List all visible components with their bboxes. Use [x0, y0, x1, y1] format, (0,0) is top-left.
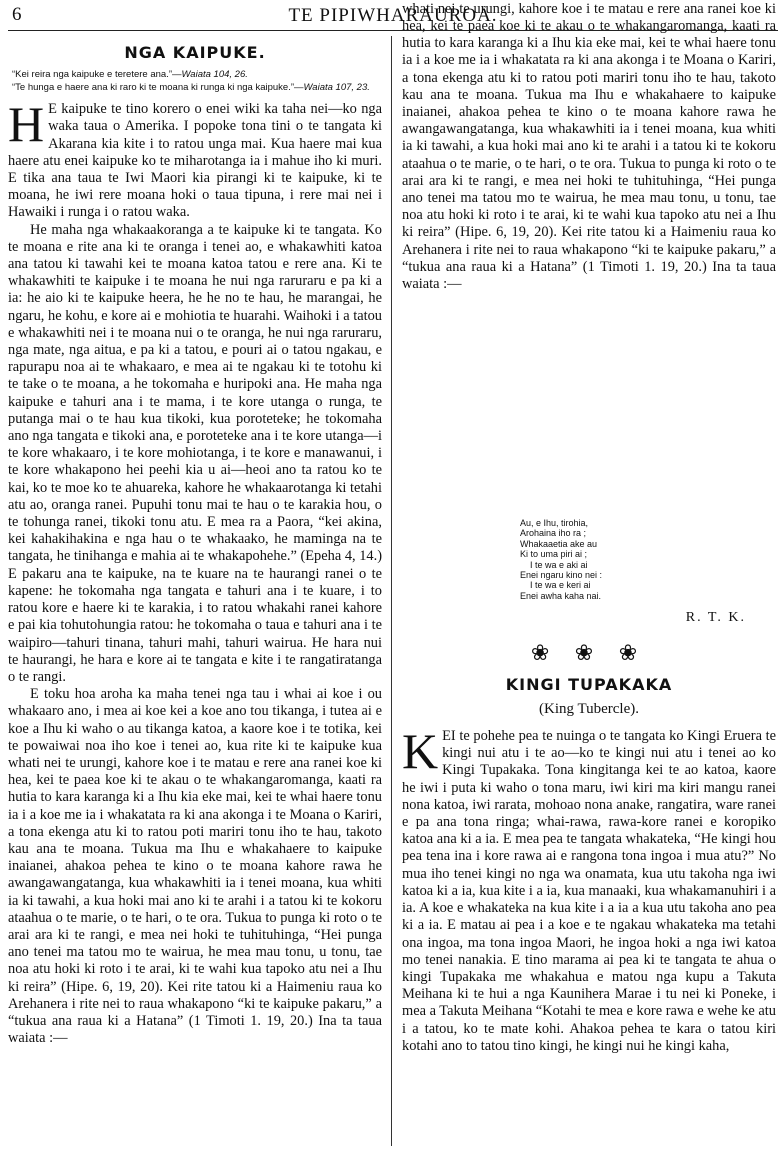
epigraph [8, 69, 382, 80]
hymn-line: Ki to uma piri ai ; [520, 549, 588, 560]
hymn-line: Arohaina iho ra ; [520, 528, 587, 539]
paragraph-text: E kaipuke te tino korero o enei wiki ka taha nei—ko nga waka taua o Amerika. I popoke tona tini o te tangata ki Akarana kia kite i to ratou unga mai. Kua haere mai kua haere atu enei kaipuke ko te miharotanga ia i mahue iho ki muri. E tika ana taua te Iwi Maori kia pirangi ki te kaipuke, ki te moana, he iwi rere moana hoki o taua tipuna, i rere mai nei i Hawaiki i runga i o ratou waka. [8, 101, 382, 221]
hymn-line: Enei awha kaha nai. [520, 590, 602, 601]
article-subtitle: (King Tubercle). [539, 700, 639, 717]
hymn-line: I te wa e aki ai [530, 559, 588, 570]
right-column [402, 0, 776, 1055]
column-divider [391, 36, 392, 1146]
hymn-line: I te wa e keri ai [530, 580, 591, 591]
section-ornament-icon: ❀ ❀ ❀ [530, 640, 648, 666]
hymn-line: Enei ngaru kino nei : [520, 570, 603, 581]
article-heading-kingi-tupakaka: KINGI TUPAKAKA [505, 674, 673, 694]
running-title: TE PIPIWHARAUROA. [288, 5, 498, 26]
continuation-block [402, 0, 776, 508]
hymn-line: Whakaaetia ake au [520, 538, 598, 549]
article-heading-nga-kaipuke: NGA KAIPUKE. [124, 43, 266, 62]
epigraph-reference: Waiata 104, 26. [181, 69, 248, 81]
author-signature: R. T. K. [685, 610, 746, 626]
drop-cap: K [402, 723, 439, 780]
article-paragraph: He maha nga whakaakoranga a te kaipuke ki te tangata. Ko te moana e rite ana ki te oranga i tenei ao, e whakawhiti katoa ana tatou ki tawahi kei te moana katoa tatou e rere ana. Ki te whakawhiti te kaipuke i te moana he nui nga raruraru e pa ki a ia: he aio ki te kaipuke heera, he he no te hau, he marangai, he ngaru, he kohu, e kore ai e mohiotia te huarahi. Waihoki i a tatou e whakawhiti nei i te moana nui o te oranga, he nui nga raruraru, nga mate, nga aitua, e pa ki a tatou, e pouri ai o tatou ngakau, e rapurapu noa ai te whakaaro, e mea ai te ngakau ki te totohu ki te take o te moana, a he tokomaha e huripoki ana. He maha nga kaipuke e tahuri ana i te mama, i te kore utanga o runga, te putanga mai o te hau kua tikoki, kua poroteteke; he tokomaha ano nga tangata e tikoki ana, e poroteteke ana i te kore utanga—i te kore whakaaro, i te kore mohiotanga, i te kore e manawanui, i te kore whakapono hei peehi kia u ai—heoi ano ta ratou ko te kai, ko te moe ko te ahuareka, kahore he whakaarotanga ki tetahi atu ao, oranga ranei. Pupuhi tonu mai te hau o te karakia hou, o te tohunga ranei, tikoki tonu atu. E mea ra a Paora, “kei akina, kei kahakihakina e nga hau o te whakaako, he maminga na te tangata, he tinihanga e mahia ai te whakapohehe.” (Epeha 4, 14.) E pakaru ana te kaipuke, na te kuare na te haurangi ranei o te kapene: he tokomaha nga tangata e tahuri ana i te kuare, i to ratou kore e haere ki te karakia, i to ratou whakahi ranei kahore e pai kia tohutohungia ratou: he tokomaha o taua e tahuri ana i te waipiro—tahuri tinana, tahuri mahi, tahuri wairua. He hara nui te haurangi, he hara e kore ai te tangata e kite i te rangatiratanga o te rangi. [8, 221, 382, 685]
epigraph-reference: Waiata 107, 23. [303, 82, 370, 94]
epigraph-text: “Kei reira nga kaipuke e teretere ana.”— [12, 69, 182, 81]
left-column [8, 38, 382, 1047]
epigraph-text: “Te hunga e haere ana ki raro ki te moana ki runga ki nga kaipuke.”— [12, 82, 304, 94]
epigraph [8, 82, 382, 93]
hymn-line: Au, e Ihu, tirohia, [520, 518, 589, 528]
article-paragraph-continued: E toku hoa aroha ka maha tenei nga tau i whai ai koe i ou whakaaro ano, i mea ai koe kei a koe ano tou tikanga, i tutea ai e koe a Ihu ki waho o au tikanga katoa, a kaore koe i te totika, kei te powaiwai noa iho koe i tenei ao, kua rite ki te kaipuke kua whati nei te urungi, kahore koe i te matau e rere ana ranei koe ki hea, kei te paea koe ki te akau o te whakangaromanga, kaati ra hutia to kara karanga ki a Ihu kia eke mai, kei te whai haere tonu ia i a koe me ia i whakatata ra ki ana akonga i te Moana o Kariri, a tona ekenga atu ki to ratou poti mariri tonu iho te hau, takoto kau ana te moana. Tukua ma Ihu e whakahaere to kaipuke inaianei, ahakoa pehea te kino o te moana kahore rawa he awangawangatanga, kua whakawhiti ia i tenei moana, kua whiti ia ki tawahi, a kua hoki mai ano ki te arahi i a tatou ki te kokoru ataahua o te marie, o te hari, o te ora. Tukua to punga ki roto o te arai ara ki te rangi, e mea nei hoki te tuhituhinga, “Hei punga ano tenei ma tatou mo te wairua, he mea mau tonu, u tonu, tae noa atu hoki ki roto i te arai, ki te wahi kua tapoko atu nei a Ihu ki reira” (Hipe. 6, 19, 20). Kei rite tatou ki a Haimeniu raua ko Arehanera i rite nei to raua whakapono “ki te kaipuke pakaru,” a “tukua ana raua ki a Hatana” (1 Timoti 1. 19, 20.) Ina ta taua waiata :— [8, 686, 382, 1047]
paragraph-text: EI te pohehe pea te nuinga o te tangata ko Kingi Eruera te kingi nui atu i te ao—ko te kingi nui atu i tenei ao ko Kingi Tupakaka. Tona kingitanga kei te ao katoa, kaore he iwi i puta ki waho o tona maru, iwi kiri ma kiri mangu ranei nona katoa, iwi rarata, mohoao nona anake, rangatira, ware ranei e pa ana tona ringa; whai-rawa, rawa-kore ranei e koropiko katoa ana ki a ia. E mea pea te tangata whakateka, “He kingi hou pea tena ina i kore rawa ai e rangona tona ingoa i mua atu?” No mua iho tenei kingi no nga wa onamata, kua utu takoha nga iwi katoa ki a ia, kua kite i a ia, kua manaaki, kua whakamanuhiri i a ia. A koe e whakateka na kua kite i a ia a kua utu takoha ano pea ki a ia. E matau ai pea i a koe e te ngakau whakateka ma tetahi ona ingoa, ma tona ingoa Maori, he ingoa hoki a nga iwi katoa mo tenei nanakia. E tino marama ai pea ki te tangata te ahua o kingi Tupakaka me whakahua e matou nga kupu a Takuta Meihana ki te hui a nga Kaunihera Marae i tu nei ki Poneke, i mea a Takuta Meihana “Kotahi te mea e kore rawa e wehe ke atu i a tatou, ko te mate kohi. Ahakoa pehea te kara o tatou kiri kotahi ano to tatou tino kingi, he kingi nui he kingi kaha, [402, 728, 776, 1054]
continuation-text: whati nei te urungi, kahore koe i te matau e rere ana ranei koe ki hea, kei te paea koe ki te akau o te whakangaromanga, kaati ra hutia to kara karanga ki a Ihu kia eke mai, kei te whai haere tonu ia i a koe me ia i whakatata ra ki ana akonga i te Moana o Kariri, a tona ekenga atu ki to ratou poti mariri tonu iho te hau, takoto kau ana te moana. Tukua ma Ihu e whakahaere to kaipuke inaianei, ahakoa pehea te kino o te moana kahore rawa he awangawangatanga, kua whakawhiti ia i tenei moana, kua whiti ia ki tawahi, a kua hoki mai ano ki te arahi i a tatou ki te kokoru ataahua o te marie, o te hari, o te ora. Tukua to punga ki roto o te arai ara ki te rangi, e mea nei hoki te tuhituhinga, “Hei punga ano tenei ma tatou mo te wairua, he mea mau tonu, u tonu, tae noa atu hoki ki roto i te arai, ki te wahi kua tapoko atu nei a Ihu ki reira” (Hipe. 6, 19, 20). Kei rite tatou ki a Haimeniu raua ko Arehanera i rite nei to raua whakapono “ki te kaipuke pakaru,” a “tukua ana raua ki a Hatana” (1 Timoti 1. 19, 20.) Ina ta taua waiata :— [402, 0, 776, 293]
article-paragraph [8, 96, 382, 221]
hymn-verse [520, 518, 776, 601]
article-paragraph [402, 723, 776, 1055]
page-number: 6 [12, 4, 22, 25]
drop-cap: H [8, 96, 45, 153]
